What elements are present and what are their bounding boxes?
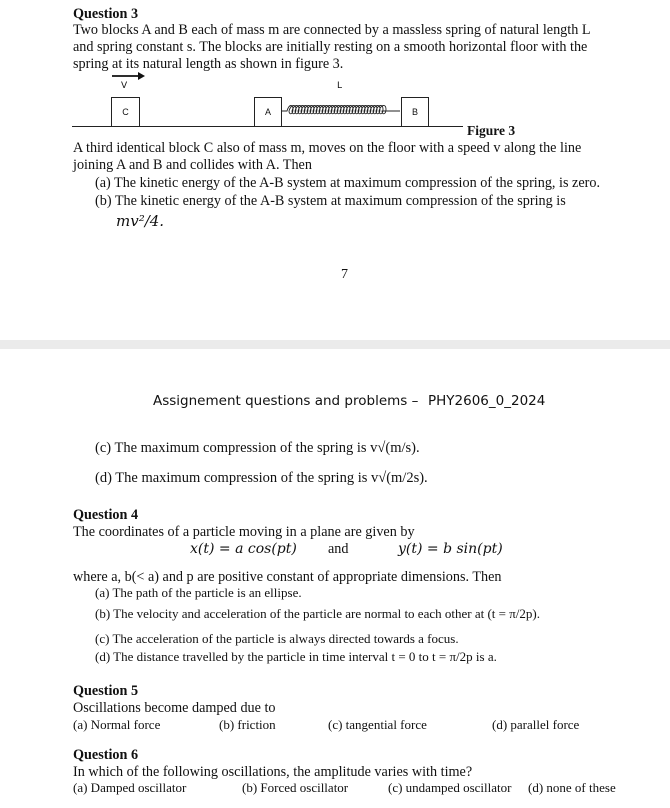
velocity-arrow-icon — [110, 70, 146, 84]
q3-title: Question 3 — [73, 6, 139, 22]
course-code: PHY2606_0_2024 — [428, 393, 546, 409]
q4-option-b: (b) The velocity and acceleration of the particle are normal to each other at (t = π/2p). — [95, 606, 540, 621]
q5-option-d: (d) parallel force — [492, 717, 580, 732]
q5-option-a: (a) Normal force — [73, 717, 161, 732]
q4-option-c: (c) The acceleration of the particle is always directed towards a focus. — [95, 631, 459, 646]
q6-option-b: (b) Forced oscillator — [242, 780, 349, 795]
q6-title: Question 6 — [73, 747, 139, 763]
q4-eq-and: and — [328, 541, 349, 557]
q4-eq-x: x(t) = a cos(pt) — [190, 541, 297, 557]
q4-option-d: (d) The distance travelled by the particle in time interval t = 0 to t = π/2p is a. — [95, 649, 497, 664]
q3-text-line1: Two blocks A and B each of mass m are connected by a massless spring of natural length L — [73, 22, 591, 38]
q4-option-a: (a) The path of the particle is an ellipse. — [95, 585, 302, 600]
q3-para-line2: joining A and B and collides with A. Then — [73, 157, 312, 173]
q3-option-d: (d) The maximum compression of the spring is v√(m/2s). — [95, 470, 428, 486]
velocity-label: V — [121, 81, 128, 91]
q6-text: In which of the following oscillations, the amplitude varies with time? — [73, 764, 473, 780]
page-number: 7 — [341, 267, 348, 282]
q5-text: Oscillations become damped due to — [73, 700, 276, 716]
figure-caption: Figure 3 — [467, 123, 516, 138]
block-c: C — [111, 97, 140, 127]
q3-option-c: (c) The maximum compression of the spring is v√(m/s). — [95, 440, 420, 456]
q4-eq-y: y(t) = b sin(pt) — [398, 541, 503, 557]
block-a: A — [254, 97, 282, 127]
q4-where: where a, b(< a) and p are positive constant of appropriate dimensions. Then — [73, 569, 502, 585]
length-label: L — [337, 81, 343, 91]
q3-text-line3: spring at its natural length as shown in figure 3. — [73, 56, 344, 72]
floor-line — [72, 126, 463, 127]
q6-option-a: (a) Damped oscillator — [73, 780, 187, 795]
q3-option-b-formula: mv²/4. — [116, 212, 165, 230]
q6-option-d: (d) none of these — [528, 780, 616, 795]
q3-text-line2: and spring constant s. The blocks are initially resting on a smooth horizontal floor with the — [73, 39, 588, 55]
q5-title: Question 5 — [73, 683, 139, 699]
running-header: Assignement questions and problems – — [153, 393, 419, 409]
q6-option-c: (c) undamped oscillator — [388, 780, 512, 795]
block-b: B — [401, 97, 429, 127]
page-break — [0, 340, 670, 349]
q4-title: Question 4 — [73, 507, 139, 523]
q5-option-b: (b) friction — [219, 717, 276, 732]
q3-option-a: (a) The kinetic energy of the A-B system at maximum compression of the spring, is zero. — [95, 175, 600, 191]
q3-para-line1: A third identical block C also of mass m, moves on the floor with a speed v along the line — [73, 140, 582, 156]
q3-option-b: (b) The kinetic energy of the A-B system at maximum compression of the spring is — [95, 193, 566, 209]
q5-option-c: (c) tangential force — [328, 717, 427, 732]
q4-intro: The coordinates of a particle moving in a plane are given by — [73, 524, 415, 540]
spring-icon — [281, 103, 401, 117]
